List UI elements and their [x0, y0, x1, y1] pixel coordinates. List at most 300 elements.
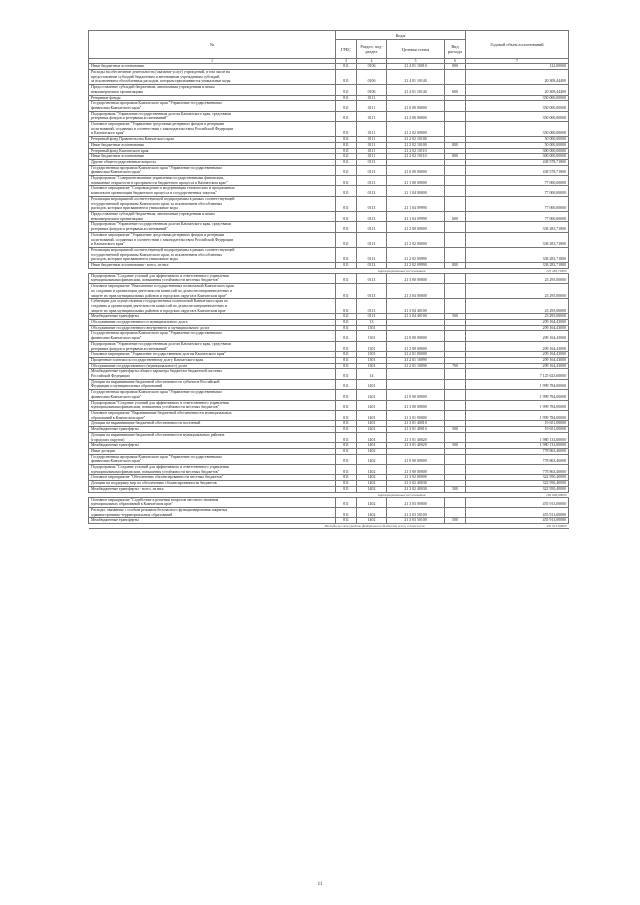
row-name-line: и Камчатского края": [91, 131, 125, 136]
row-name-line: финансами Камчатского края": [91, 459, 142, 464]
row-name: [89, 165, 336, 175]
row-grbs: 811: [336, 369, 357, 379]
table-row: [89, 247, 569, 262]
row-target-article: 21 0 00 00000: [387, 390, 445, 400]
table-row: [89, 186, 569, 196]
row-grbs: 811: [336, 196, 357, 211]
row-razdel: 0113: [357, 196, 387, 211]
row-name-line: (городских округов): [91, 437, 125, 442]
row-expense-type: [445, 273, 466, 283]
row-razdel: 1402: [357, 486, 387, 492]
row-razdel: 0106: [357, 70, 387, 85]
row-razdel: 1401: [357, 411, 387, 421]
row-expense-type: [445, 222, 466, 232]
row-name-line: муниципальными финансами, повышения устойчивости местных бюджетов": [91, 469, 220, 474]
row-name-line: муниципальных образований в Камчатском крае": [91, 502, 174, 507]
row-name-line: Основное мероприятие "Обеспечение сбалансированности местных бюджетов": [91, 475, 224, 480]
row-target-article: 21 3 03 50100: [387, 518, 445, 524]
row-amount: 455 913,00000: [466, 497, 569, 507]
row-amount: 338 283,71800: [466, 247, 569, 262]
row-target-article: 21 1 00 00000: [387, 176, 445, 186]
row-name-line: ассигнований, созданных в соответствии с законодательством Российской Федерации: [91, 237, 234, 242]
row-name-line: по созданию и организации деятельности комиссий по делам несовершеннолетних и: [91, 288, 232, 293]
note-amount: 125 283,71800: [466, 268, 569, 273]
row-expense-type: [445, 465, 466, 475]
row-name-line: Основное мероприятие "Управление государственным долгом Камчатского края": [91, 352, 226, 357]
row-name-line: Реализация мероприятий соответствующей подпрограммы в рамках соответствующей: [91, 196, 235, 201]
row-name: [89, 211, 336, 221]
row-amount: 778 863,40000: [466, 465, 569, 475]
row-expense-type: 500: [445, 443, 466, 449]
row-grbs: 811: [336, 390, 357, 400]
row-razdel: 0106: [357, 64, 387, 70]
header-cs: Целевая статья: [387, 40, 445, 59]
row-amount: 322 950,40000: [466, 481, 569, 487]
row-target-article: 21 2 02 10100: [387, 142, 445, 148]
row-razdel: 0111: [357, 122, 387, 137]
row-amount: 1 980 133,00000: [466, 443, 569, 449]
row-grbs: 811: [336, 222, 357, 232]
row-name: [89, 400, 336, 410]
row-name: [89, 111, 336, 121]
row-razdel: 1402: [357, 465, 387, 475]
row-name-line: Подпрограмма "Создание условий для эффективного и ответственного управления: [91, 273, 229, 278]
row-amount: 1 999 784,00000: [466, 400, 569, 410]
row-target-article: 21 0 00 00000: [387, 165, 445, 175]
row-expense-type: [445, 331, 466, 341]
row-amount: 122,00000: [466, 64, 569, 70]
row-name: [89, 497, 336, 507]
row-name-line: Федерации и муниципальных образований: [91, 384, 163, 389]
row-razdel: 1301: [357, 352, 387, 358]
row-name-line: муниципальными финансами, повышения устойчивости местных бюджетов": [91, 278, 220, 283]
row-razdel: 1301: [357, 341, 387, 351]
row-expense-type: [445, 341, 466, 351]
row-target-article: 21 3 04 00000: [387, 284, 445, 299]
row-target-article: 21 2 02 10110: [387, 148, 445, 154]
row-expense-type: [445, 111, 466, 121]
row-target-article: 21 1 04 00000: [387, 186, 445, 196]
row-expense-type: [445, 196, 466, 211]
row-name: [89, 331, 336, 341]
row-name-line: Межбюджетные трансферты: [91, 427, 139, 432]
row-expense-type: [445, 284, 466, 299]
row-grbs: 811: [336, 284, 357, 299]
table-row: [89, 165, 569, 175]
row-name-line: Подпрограмма "Управление государственным долгом Камчатского края, средствами: [91, 222, 231, 227]
row-amount: 19 651,00000: [466, 427, 569, 433]
row-expense-type: [445, 101, 466, 111]
row-target-article: 21 3 01 40020: [387, 432, 445, 442]
row-name-line: некоммерческим организациям: [91, 216, 143, 221]
row-razdel: 0113: [357, 314, 387, 320]
note-label: Расходы за счет средств федерального бюджета всего, в том числе:: [89, 524, 466, 529]
row-target-article: 21 2 02 10110: [387, 154, 445, 160]
row-name-line: Резервный фонд Правительства Камчатского края: [91, 137, 174, 142]
row-razdel: 1301: [357, 357, 387, 363]
row-amount: 20 308,44400: [466, 85, 569, 95]
row-grbs: 811: [336, 427, 357, 433]
row-name: [89, 70, 336, 85]
row-name-line: Обслуживание государственного и муниципального долга: [91, 320, 188, 325]
row-amount: 300 000,00000: [466, 148, 569, 154]
row-name-line: финансами Камчатского края": [91, 170, 142, 175]
row-name-line: Подпрограмма "Создание условий для эффективного и ответственного управления: [91, 400, 229, 405]
row-grbs: 811: [336, 352, 357, 358]
row-name: [89, 186, 336, 196]
row-grbs: 811: [336, 363, 357, 369]
row-target-article: 21 3 00 00000: [387, 465, 445, 475]
table-row: [89, 111, 569, 121]
row-target-article: 21 3 04 40100: [387, 314, 445, 320]
row-razdel: 1401: [357, 379, 387, 389]
table-row: [89, 497, 569, 507]
header-grbs: ГРБС: [336, 40, 357, 59]
row-expense-type: [445, 507, 466, 517]
row-expense-type: 600: [445, 211, 466, 221]
row-razdel: 0111: [357, 142, 387, 148]
row-razdel: 1401: [357, 421, 387, 427]
row-grbs: 811: [336, 95, 357, 101]
row-amount: 1 999 784,00000: [466, 390, 569, 400]
row-name-line: Государственная программа Камчатского края "Управление государственными: [91, 165, 222, 170]
row-grbs: 811: [336, 454, 357, 464]
row-grbs: 811: [336, 137, 357, 143]
row-name-line: Основное мероприятие "Сопровождение и модернизация технических и программных: [91, 186, 235, 191]
row-name-line: государственной программы Камчатского края, за исключением обособленных: [91, 201, 223, 206]
row-name: [89, 465, 336, 475]
row-name: [89, 299, 336, 314]
table-row: [89, 101, 569, 111]
row-amount: 322 950,40000: [466, 475, 569, 481]
row-grbs: 811: [336, 186, 357, 196]
header-razdel: Раздел, под-раздел: [357, 40, 387, 59]
table-row: [89, 70, 569, 85]
row-expense-type: 600: [445, 85, 466, 95]
note-amount: 169 600,00000: [466, 492, 569, 497]
row-razdel: 1401: [357, 432, 387, 442]
row-expense-type: 500: [445, 518, 466, 524]
row-expense-type: [445, 176, 466, 186]
table-row: [89, 176, 569, 186]
row-amount: 455 913,00000: [466, 507, 569, 517]
row-razdel: 1402: [357, 448, 387, 454]
column-number: 5: [387, 59, 445, 64]
row-name-line: Основное мероприятие "Выполнение государственных полномочий Камчатского края: [91, 284, 234, 289]
header-vr: Вид расхода: [445, 40, 466, 59]
row-amount: 438 578,71800: [466, 165, 569, 175]
row-target-article: 21 2 02 10100: [387, 137, 445, 143]
row-amount: 23 295,00000: [466, 273, 569, 283]
row-amount: 77 000,00000: [466, 211, 569, 221]
row-name: [89, 432, 336, 442]
row-name-line: Межбюджетные трансферты: [91, 314, 139, 319]
row-name-line: Подпрограмма "Совершенствование управления государственными финансами,: [91, 176, 224, 181]
row-grbs: 811: [336, 247, 357, 262]
row-amount: 209 164,43000: [466, 331, 569, 341]
row-name-line: Межбюджетные трансферты общего характера бюджетам бюджетной системы: [91, 369, 222, 374]
row-target-article: 21 3 02 40030: [387, 481, 445, 487]
row-razdel: 1402: [357, 454, 387, 464]
header-amount: Годовой объем ассигнований: [466, 31, 569, 59]
table-row: [89, 273, 569, 283]
row-grbs: 811: [336, 211, 357, 221]
column-number: 3: [336, 59, 357, 64]
row-target-article: 21 3 00 00000: [387, 400, 445, 410]
table-body: [89, 64, 569, 529]
row-target-article: 21 2 02 00000: [387, 122, 445, 137]
row-razdel: 1401: [357, 390, 387, 400]
row-target-article: 21 2 02 09990: [387, 263, 445, 269]
row-amount: 77 000,00000: [466, 176, 569, 186]
row-name-line: Процентные платежи по государственному долгу Камчатского края: [91, 357, 203, 362]
row-target-article: 21 3 00 00000: [387, 273, 445, 283]
row-grbs: 811: [336, 400, 357, 410]
row-amount: 300 000,00000: [466, 154, 569, 160]
row-razdel: 13: [357, 320, 387, 326]
row-name-line: Иные бюджетные ассигнования: [91, 142, 144, 147]
row-razdel: 1402: [357, 481, 387, 487]
row-name: [89, 222, 336, 232]
row-target-article: 21 0 00 00000: [387, 331, 445, 341]
row-amount: 19 651,00000: [466, 421, 569, 427]
column-number: 7: [466, 59, 569, 64]
column-number: 4: [357, 59, 387, 64]
row-expense-type: [445, 369, 466, 379]
row-grbs: 811: [336, 341, 357, 351]
row-razdel: 0113: [357, 159, 387, 165]
row-amount: 1 999 784,00000: [466, 379, 569, 389]
row-razdel: 0113: [357, 176, 387, 186]
row-name-line: финансами Камчатского края": [91, 336, 142, 341]
row-amount: 778 863,40000: [466, 448, 569, 454]
row-amount: 350 000,00000: [466, 95, 569, 101]
row-name: [89, 284, 336, 299]
row-grbs: 811: [336, 320, 357, 326]
row-razdel: 0111: [357, 95, 387, 101]
row-name-line: Основное мероприятие "Управление средствами резервных фондов и резервами: [91, 122, 225, 127]
row-name: [89, 196, 336, 211]
row-amount: 7 125 623,60000: [466, 369, 569, 379]
row-grbs: 811: [336, 70, 357, 85]
note-amount: 455 913,00000: [466, 524, 569, 529]
row-razdel: 0113: [357, 222, 387, 232]
row-name-line: резервных фондов и резервами ассигнований": [91, 116, 168, 121]
row-name-line: Предоставление субсидий бюджетным, автономным учреждениям и иным: [91, 85, 215, 90]
row-grbs: 811: [336, 299, 357, 314]
row-grbs: 811: [336, 159, 357, 165]
row-grbs: 811: [336, 432, 357, 442]
row-razdel: 0113: [357, 165, 387, 175]
row-razdel: 1301: [357, 325, 387, 331]
row-name-line: Дотации на выравнивание бюджетной обеспеченности поселений: [91, 421, 201, 426]
row-target-article: 21 2 02 09990: [387, 247, 445, 262]
row-expense-type: 800: [445, 142, 466, 148]
row-grbs: 811: [336, 486, 357, 492]
row-grbs: 811: [336, 475, 357, 481]
row-target-article: 21 1 04 09990: [387, 196, 445, 211]
row-target-article: 21 4 01 10140: [387, 70, 445, 85]
row-amount: 778 863,40000: [466, 454, 569, 464]
row-name-line: Резервный фонд Камчатского края: [91, 148, 149, 153]
row-expense-type: [445, 186, 466, 196]
row-grbs: 811: [336, 232, 357, 247]
row-target-article: 21 2 01 10090: [387, 357, 445, 363]
row-razdel: 0113: [357, 186, 387, 196]
row-amount: 338 283,71800: [466, 232, 569, 247]
row-razdel: 0113: [357, 211, 387, 221]
row-expense-type: [445, 411, 466, 421]
row-target-article: 21 4 01 10010: [387, 64, 445, 70]
row-grbs: 811: [336, 263, 357, 269]
row-expense-type: [445, 232, 466, 247]
row-amount: 338 283,71800: [466, 263, 569, 269]
note-label: зарезервированные ассигнования: [89, 268, 466, 273]
row-name-line: Расходы на обеспечение деятельности (оказание услуг) учреждений, в том числе на: [91, 70, 230, 74]
row-name-line: административно-территориальных образований: [91, 512, 173, 517]
row-name: [89, 273, 336, 283]
row-target-article: 21 4 01 10140: [387, 85, 445, 95]
column-number: 6: [445, 59, 466, 64]
row-expense-type: 700: [445, 363, 466, 369]
row-amount: 77 000,00000: [466, 186, 569, 196]
row-amount: 50 000,00000: [466, 137, 569, 143]
row-amount: 1 980 133,00000: [466, 432, 569, 442]
row-name: [89, 507, 336, 517]
row-name-line: образований в Камчатском крае": [91, 415, 146, 420]
row-name-line: некоммерческим организациям: [91, 89, 143, 94]
row-name-line: Иные бюджетные ассигнования - всего, из них:: [91, 263, 170, 268]
row-amount: 209 164,43000: [466, 352, 569, 358]
row-expense-type: [445, 299, 466, 314]
row-target-article: 21 0 00 00000: [387, 454, 445, 464]
row-grbs: 811: [336, 481, 357, 487]
row-name-line: финансами Камчатского края": [91, 394, 142, 399]
row-amount: 209 164,43000: [466, 341, 569, 351]
row-name-line: Иные бюджетные ассигнования: [91, 64, 144, 69]
row-name-line: расходов, которым присваиваются уникальные коды: [91, 206, 178, 211]
row-amount: 23 295,00000: [466, 314, 569, 320]
row-razdel: 0111: [357, 154, 387, 160]
row-name-line: предоставление субсидий бюджетным и автономным учреждениям субсидий,: [91, 74, 221, 79]
row-name-line: Дотации на выравнивание бюджетной обеспеченности субъектов Российской: [91, 379, 220, 384]
row-name-line: Иные дотации: [91, 448, 115, 453]
table-row: [89, 299, 569, 314]
row-expense-type: 500: [445, 314, 466, 320]
row-expense-type: 500: [445, 486, 466, 492]
row-expense-type: [445, 70, 466, 85]
row-grbs: 811: [336, 85, 357, 95]
row-expense-type: [445, 379, 466, 389]
table-row: [89, 196, 569, 211]
row-name: [89, 101, 336, 111]
row-expense-type: [445, 400, 466, 410]
row-name-line: финансами Камчатского края": [91, 105, 142, 110]
row-grbs: 811: [336, 64, 357, 70]
row-name-line: Межбюджетные трансферты - всего, из них:: [91, 486, 165, 491]
row-amount: 350 000,00000: [466, 122, 569, 137]
table-row: [89, 411, 569, 421]
row-name-line: Другие общегосударственные вопросы: [91, 159, 156, 164]
note-row: [89, 524, 569, 529]
row-name-line: Подпрограмма "Управление государственным долгом Камчатского края, средствами: [91, 111, 231, 116]
row-name-line: ассигнований, созданных в соответствии с законодательством Российской Федерации: [91, 126, 234, 131]
row-grbs: 811: [336, 443, 357, 449]
row-grbs: 811: [336, 273, 357, 283]
table-row: [89, 232, 569, 247]
row-grbs: 811: [336, 142, 357, 148]
row-name-line: за исключением обособленных расходов, которым присваиваются уникальные коды: [91, 79, 231, 84]
row-grbs: 811: [336, 497, 357, 507]
row-name-line: Российской Федерации: [91, 374, 130, 379]
row-name-line: Основное мероприятие "Выравнивание бюджетной обеспеченности муниципальных: [91, 411, 232, 415]
row-grbs: 811: [336, 122, 357, 137]
row-expense-type: 500: [445, 427, 466, 433]
row-name-line: и Камчатского края": [91, 242, 125, 247]
row-razdel: 0113: [357, 263, 387, 269]
row-razdel: 0113: [357, 247, 387, 262]
note-label: зарезервированные ассигнования: [89, 492, 466, 497]
row-razdel: 0111: [357, 101, 387, 111]
row-grbs: 811: [336, 448, 357, 454]
table-row: [89, 331, 569, 341]
page-number: 11: [317, 882, 323, 887]
row-name-line: Основное мероприятие "Управление средствами резервных фондов и резервами: [91, 232, 225, 237]
row-name-line: Дотации на выравнивание бюджетной обеспеченности муниципальных районов: [91, 432, 225, 437]
row-amount: 20 308,44400: [466, 70, 569, 85]
row-name-line: Основное мероприятие "Содействие в решении вопросов местного значения: [91, 497, 219, 502]
row-name: [89, 341, 336, 351]
row-amount: 209 164,43000: [466, 325, 569, 331]
row-target-article: 21 2 00 00000: [387, 222, 445, 232]
row-name-line: резервных фондов и резервами ассигнований": [91, 227, 168, 232]
row-name: [89, 411, 336, 421]
row-name-line: государственной программы Камчатского края, за исключением обособленных: [91, 252, 223, 257]
row-name-line: Субвенции для осуществления государственных полномочий Камчатского края по: [91, 299, 228, 304]
row-target-article: 21 3 01 40020: [387, 443, 445, 449]
table-row: [89, 122, 569, 137]
row-amount: 1 999 784,00000: [466, 411, 569, 421]
table-row: [89, 341, 569, 351]
header-codes: Коды: [336, 31, 466, 40]
row-grbs: 811: [336, 176, 357, 186]
row-amount: 438 578,71800: [466, 159, 569, 165]
row-razdel: 1401: [357, 400, 387, 410]
row-razdel: 0113: [357, 232, 387, 247]
row-razdel: 1402: [357, 475, 387, 481]
row-name-line: Реализация мероприятий соответствующей подпрограммы в рамках соответствующей: [91, 247, 235, 252]
row-target-article: 21 2 01 10090: [387, 363, 445, 369]
row-name-line: защите их прав муниципальных районов и городских округов в Камчатском крае": [91, 293, 228, 298]
table-row: [89, 465, 569, 475]
row-name-line: Обслуживание государственного внутреннего и муниципального долга: [91, 325, 210, 330]
row-name: [89, 247, 336, 262]
row-target-article: 21 2 00 00000: [387, 111, 445, 121]
row-name: [89, 454, 336, 464]
row-razdel: 14: [357, 369, 387, 379]
table-row: [89, 432, 569, 442]
row-grbs: 811: [336, 154, 357, 160]
row-name-line: расходов, которым присваиваются уникальные коды: [91, 257, 178, 262]
row-name-line: Межбюджетные трансферты: [91, 518, 139, 523]
row-target-article: 21 3 02 00000: [387, 475, 445, 481]
row-amount: 23 295,00000: [466, 284, 569, 299]
row-expense-type: 800: [445, 154, 466, 160]
row-name-line: Подпрограмма "Создание условий для эффективного и ответственного управления: [91, 465, 229, 470]
row-target-article: 21 3 03 00000: [387, 497, 445, 507]
row-target-article: 21 3 03 50100: [387, 507, 445, 517]
row-name-line: Обслуживание государственного (муниципального) долга: [91, 363, 188, 368]
